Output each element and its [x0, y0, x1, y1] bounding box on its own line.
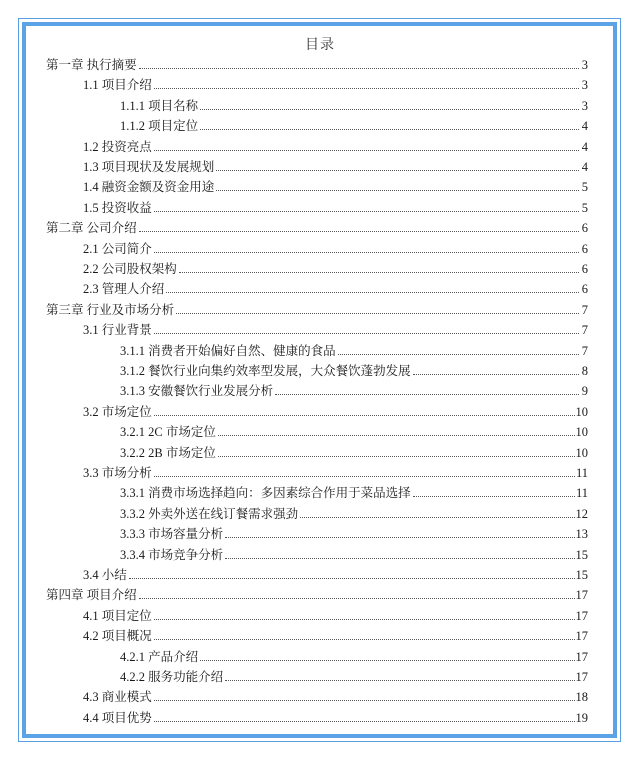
dot-leader: [129, 577, 575, 579]
toc-entry[interactable]: [83, 685, 588, 705]
toc-entry-label: 1.2 投资亮点: [83, 139, 152, 154]
toc-entry-page-number: 8: [581, 364, 588, 378]
dot-leader: [225, 557, 574, 559]
dot-leader: [216, 169, 579, 171]
toc-title: 目录: [305, 38, 335, 53]
toc-entry[interactable]: [83, 318, 588, 338]
toc-entry[interactable]: [120, 420, 588, 440]
toc-entry-page-number: 17: [575, 588, 588, 603]
toc-entry-label: 4.2.1 产品介绍: [120, 649, 199, 664]
dot-leader: [176, 312, 579, 314]
toc-entry[interactable]: [120, 441, 588, 461]
toc-entry-label: 第三章 行业及市场分析: [46, 302, 175, 317]
dot-leader: [200, 108, 579, 110]
dot-leader: [154, 618, 575, 620]
toc-entry[interactable]: [83, 706, 588, 726]
toc-entry-label: 3.3.2 外卖外送在线订餐需求强劲: [120, 506, 299, 521]
toc-entry-page-number: 6: [581, 221, 588, 236]
toc-entry-page-number: 3: [581, 78, 588, 93]
toc-entry-label: 1.4 融资金额及资金用途: [83, 180, 215, 195]
toc-entry-page-number: 4: [581, 139, 588, 154]
toc-entry-label: 3.3 市场分析: [83, 466, 152, 480]
toc-entry-page-number: 10: [575, 404, 588, 419]
dot-leader: [200, 659, 574, 661]
dot-leader: [275, 393, 579, 395]
toc-entry[interactable]: [120, 94, 588, 114]
dot-leader: [216, 189, 579, 191]
dot-leader: [179, 271, 579, 273]
toc-entry[interactable]: [120, 645, 588, 665]
toc-entry[interactable]: [120, 665, 588, 685]
toc-entry[interactable]: [83, 237, 588, 257]
toc-entry-label: 1.1 项目介绍: [83, 78, 152, 93]
dot-leader: [218, 455, 575, 457]
toc-entry-label: 3.4 小结: [83, 568, 127, 582]
toc-entry-label: 3.1.2 餐饮行业向集约效率型发展，大众餐饮蓬勃发展: [120, 364, 411, 378]
toc-entry-page-number: 11: [575, 466, 588, 480]
toc-entry-page-number: 17: [575, 629, 588, 644]
toc-entry-page-number: 9: [581, 384, 588, 399]
toc-entry[interactable]: [83, 175, 588, 195]
toc-entry-page-number: 10: [575, 445, 588, 460]
dot-leader: [413, 495, 575, 497]
dot-leader: [154, 149, 579, 151]
toc-entry-label: 3.2.1 2C 市场定位: [120, 425, 216, 440]
toc-entry[interactable]: [83, 73, 588, 93]
toc-entry-page-number: 5: [581, 180, 588, 195]
toc-entry-label: 3.1.1 消费者开始偏好自然、健康的食品: [120, 343, 336, 358]
toc-entry[interactable]: [83, 135, 588, 155]
toc-entry-page-number: 5: [581, 200, 588, 215]
toc-entry[interactable]: [120, 481, 588, 501]
toc-entry-label: 第一章 执行摘要: [46, 58, 137, 72]
toc-entry-label: 3.1 行业背景: [83, 323, 152, 338]
toc-entry[interactable]: [83, 277, 588, 297]
dot-leader: [413, 373, 579, 375]
dot-leader: [154, 475, 575, 477]
toc-entry-label: 2.3 管理人介绍: [83, 282, 165, 297]
toc-entry[interactable]: [83, 257, 588, 277]
toc-entry-label: 3.2.2 2B 市场定位: [120, 445, 216, 460]
dot-leader: [154, 251, 579, 253]
toc-entry[interactable]: [46, 53, 588, 73]
toc-entry-label: 4.2 项目概况: [83, 629, 152, 644]
toc-entry-page-number: 7: [581, 343, 588, 358]
toc-entry[interactable]: [120, 522, 588, 542]
toc-entry[interactable]: [83, 155, 588, 175]
toc-entry[interactable]: [83, 400, 588, 420]
toc-entry[interactable]: [120, 543, 588, 563]
toc-entry-page-number: 18: [575, 690, 588, 705]
dot-leader: [154, 720, 575, 722]
toc-entry-label: 1.1.2 项目定位: [120, 119, 199, 134]
toc-entry-page-number: 15: [575, 568, 588, 582]
toc-entry-label: 3.1.3 安徽餐饮行业发展分析: [120, 384, 274, 399]
toc-entry[interactable]: [120, 339, 588, 359]
dot-leader: [200, 128, 579, 130]
toc-entry[interactable]: [83, 604, 588, 624]
dot-leader: [154, 332, 579, 334]
dot-leader: [154, 87, 579, 89]
toc-entry-page-number: 15: [575, 547, 588, 562]
dot-leader: [154, 638, 575, 640]
toc-entry-page-number: 4: [581, 119, 588, 134]
dot-leader: [154, 414, 575, 416]
toc-entry-page-number: 12: [575, 506, 588, 521]
dot-leader: [139, 67, 579, 69]
toc-entry-page-number: 6: [581, 262, 588, 276]
toc-entry-label: 2.2 公司股权架构: [83, 262, 177, 276]
dot-leader: [139, 597, 575, 599]
toc-entry[interactable]: [46, 216, 588, 236]
toc-entry[interactable]: [46, 583, 588, 603]
dot-leader: [139, 230, 579, 232]
toc-entry-page-number: 10: [575, 425, 588, 440]
toc-entry-page-number: 6: [581, 241, 588, 256]
toc-entry[interactable]: [83, 461, 588, 481]
toc-entry-label: 3.3.1 消费市场选择趋向：多因素综合作用于菜品选择: [120, 486, 411, 501]
toc-entry-label: 3.3.3 市场容量分析: [120, 527, 224, 542]
dot-leader: [225, 536, 574, 538]
dot-leader: [300, 516, 574, 518]
toc-entry-page-number: 19: [575, 710, 588, 725]
toc-entry-label: 4.3 商业模式: [83, 690, 152, 705]
toc-entry-page-number: 3: [581, 58, 588, 72]
toc-entry-label: 1.5 投资收益: [83, 200, 152, 215]
toc-entry-label: 4.4 项目优势: [83, 710, 152, 725]
toc-entry[interactable]: [83, 624, 588, 644]
toc-entry[interactable]: [83, 196, 588, 216]
toc-entry-page-number: 7: [581, 323, 588, 338]
toc-entry-label: 4.2.2 服务功能介绍: [120, 670, 224, 684]
toc-entry[interactable]: [46, 298, 588, 318]
toc-entry[interactable]: [120, 502, 588, 522]
toc-entry-label: 1.3 项目现状及发展规划: [83, 160, 215, 174]
dot-leader: [166, 291, 579, 293]
toc-entry[interactable]: [120, 379, 588, 399]
toc-entry-page-number: 3: [581, 98, 588, 113]
toc-entry-label: 第四章 项目介绍: [46, 588, 137, 603]
dot-leader: [154, 699, 575, 701]
toc-entry-label: 第二章 公司介绍: [46, 221, 137, 236]
toc-entry-page-number: 17: [575, 670, 588, 684]
toc-entry[interactable]: [120, 114, 588, 134]
toc-entry-page-number: 6: [581, 282, 588, 297]
toc-entry-page-number: 4: [581, 160, 588, 174]
dot-leader: [225, 679, 574, 681]
toc-entry-page-number: 7: [581, 302, 588, 317]
toc-entry-label: 1.1.1 项目名称: [120, 98, 199, 113]
toc-entry-label: 2.1 公司简介: [83, 241, 152, 256]
toc-entry-page-number: 17: [575, 608, 588, 623]
toc-entry[interactable]: [83, 563, 588, 583]
dot-leader: [338, 353, 579, 355]
toc-entry-label: 3.2 市场定位: [83, 404, 152, 419]
toc-entry-label: 4.1 项目定位: [83, 608, 152, 623]
toc-entry-page-number: 13: [575, 527, 588, 542]
toc-entry-page-number: 17: [575, 649, 588, 664]
dot-leader: [154, 210, 579, 212]
dot-leader: [218, 434, 575, 436]
toc-entry-label: 3.3.4 市场竞争分析: [120, 547, 224, 562]
toc-entry-page-number: 11: [575, 486, 588, 501]
toc-entry[interactable]: [120, 359, 588, 379]
